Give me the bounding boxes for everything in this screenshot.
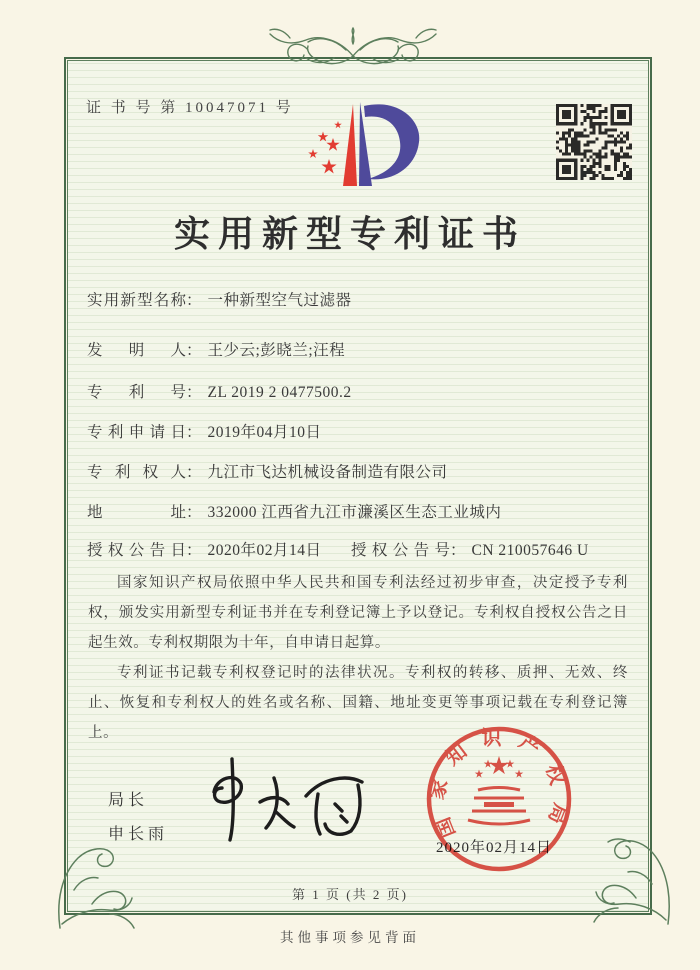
cnipa-patent-logo-icon (296, 96, 436, 196)
cnipa-red-seal-icon (414, 714, 584, 884)
field-value: CN 210057646 U (471, 542, 589, 559)
field-label: 地址 (87, 504, 186, 521)
field-row-inventors (87, 338, 345, 360)
field-label: 专利号 (87, 384, 186, 401)
director-signature-icon (188, 752, 378, 844)
qr-code-icon (556, 104, 632, 180)
colon: ： (186, 384, 202, 401)
certificate-number: 证 书 号 第 10047071 号 (86, 100, 294, 116)
footer-note: 其他事项参见背面 (280, 930, 420, 945)
field-label: 授权公告日 (87, 542, 186, 559)
field-value: ZL 2019 2 0477500.2 (207, 384, 352, 401)
colon: ： (186, 464, 202, 481)
field-value: 九江市飞达机械设备制造有限公司 (207, 464, 448, 481)
certificate-title: 实用新型专利证书 (173, 214, 526, 254)
field-label: 实用新型名称 (87, 292, 186, 309)
grant-date-pair (87, 538, 351, 560)
colon: ： (450, 542, 466, 559)
field-label: 专利权人 (87, 464, 186, 481)
field-row-patent-no (87, 380, 352, 402)
colon: ： (186, 504, 202, 521)
grant-number-pair (351, 538, 589, 560)
officer-title: 局长 (108, 792, 149, 809)
seal-date: 2020年02月14日 (436, 840, 553, 856)
legal-paragraph-2: 专利证书记载专利权登记时的法律状况。专利权的转移、质押、无效、终止、恢复和专利权人的姓名或名称、国籍、地址变更等事项记载在专利登记簿上。 (88, 665, 628, 741)
page-indicator: 第 1 页 (共 2 页) (292, 887, 408, 902)
field-row-address (87, 500, 501, 522)
colon: ： (186, 542, 202, 559)
field-row-filing-date (87, 420, 322, 442)
field-label: 发明人 (87, 342, 186, 359)
colon: ： (186, 292, 202, 309)
field-label: 专利申请日 (87, 424, 186, 441)
officer-name: 申长雨 (108, 826, 169, 843)
field-value: 2020年02月14日 (207, 542, 322, 559)
field-row-grant (87, 538, 589, 560)
legal-paragraph-1: 国家知识产权局依照中华人民共和国专利法经过初步审查，决定授予专利权，颁发实用新型专利证书并在专利登记簿上予以登记。专利权自授权公告之日起生效。专利权期限为十年，自申请日起算。 (88, 575, 628, 651)
field-value: 2019年04月10日 (207, 424, 322, 441)
colon: ： (186, 342, 202, 359)
field-value: 一种新型空气过滤器 (207, 292, 352, 309)
field-label: 授权公告号 (351, 542, 450, 559)
field-row-name (87, 288, 352, 310)
colon: ： (186, 424, 202, 441)
field-value: 王少云;彭晓兰;汪程 (207, 342, 346, 359)
field-row-patentee (87, 460, 448, 482)
field-value: 332000 江西省九江市濂溪区生态工业城内 (207, 504, 502, 521)
officer-block (108, 784, 168, 852)
seal-arc-text: 国家知识产权局 (425, 727, 573, 841)
